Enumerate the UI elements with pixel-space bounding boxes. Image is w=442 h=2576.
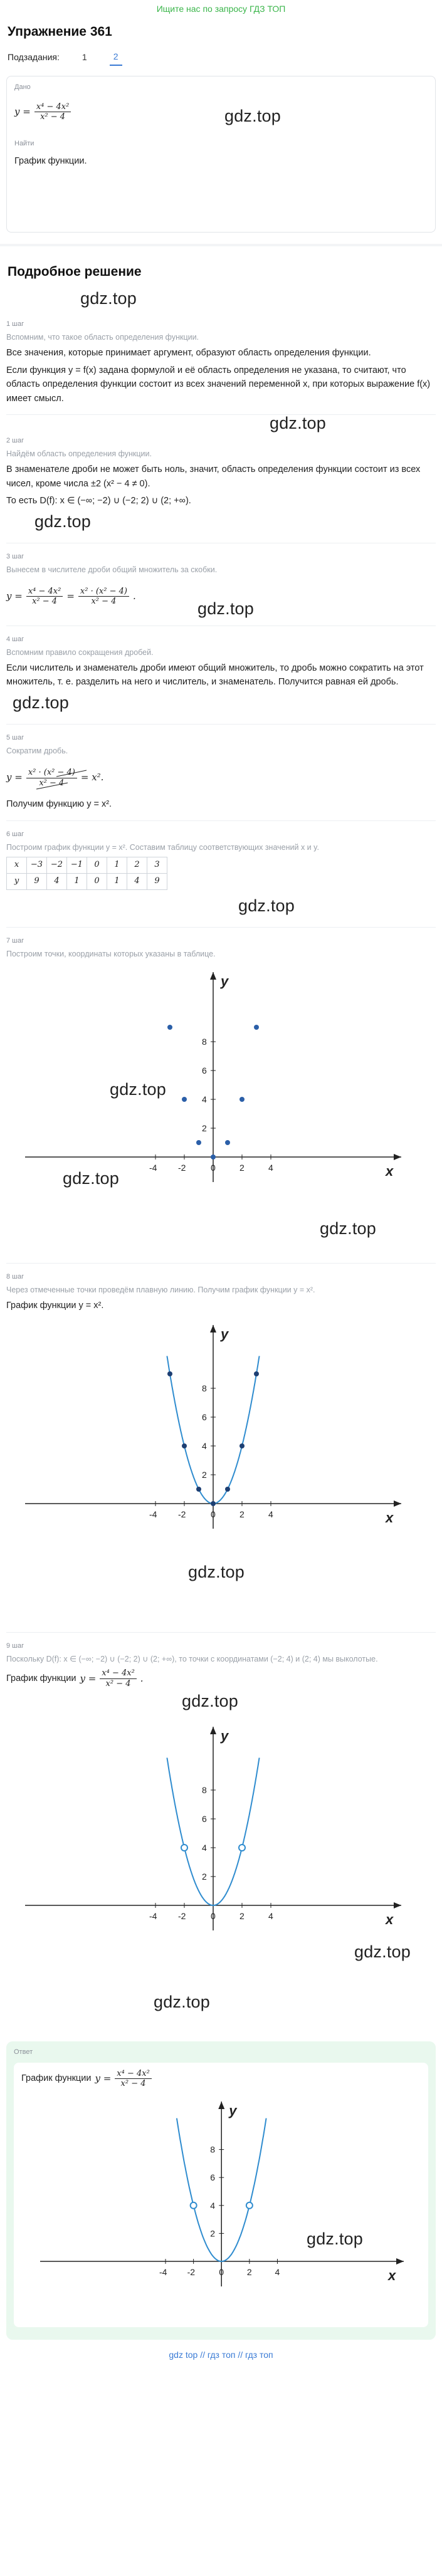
banner-text[interactable]: Ищите нас по запросу ГДЗ ТОП xyxy=(156,3,286,14)
x-axis-arrow xyxy=(394,1500,401,1507)
y-tick-label: 8 xyxy=(202,1383,207,1394)
excluded-point xyxy=(181,1845,187,1851)
x-axis-label: x xyxy=(386,1911,394,1927)
watermark: gdz.top xyxy=(320,1218,376,1238)
table-cell: −3 xyxy=(27,857,47,873)
y-tick-label: 8 xyxy=(210,2144,216,2155)
answer-box xyxy=(6,2041,436,2340)
graph-parabola-holes xyxy=(6,1714,420,1965)
x-tick-label: -4 xyxy=(149,1509,157,1520)
divider xyxy=(6,724,436,725)
strike-through-marks xyxy=(26,768,89,793)
answer-text: График функции xyxy=(21,2073,92,2084)
step-9-num: x⁴ − 4x² xyxy=(100,1668,137,1679)
answer-graph xyxy=(21,2089,423,2321)
step-3-num-2: x² · (x² − 4) xyxy=(78,587,129,597)
excluded-point xyxy=(239,1845,245,1851)
step-2-label: 2 шаг xyxy=(6,437,24,445)
step-9-formula xyxy=(80,1668,143,1689)
y-axis-arrow xyxy=(210,1325,216,1333)
data-point xyxy=(211,1154,216,1160)
find-label: Найти xyxy=(14,139,34,147)
data-point xyxy=(167,1371,172,1376)
step-8-text-1: График функции y = x². xyxy=(6,1300,104,1311)
step-9-text-1: График функции xyxy=(6,1673,76,1684)
x-axis-label: x xyxy=(386,1163,394,1179)
data-point xyxy=(196,1140,201,1145)
watermark: gdz.top xyxy=(188,1563,245,1582)
table-header-y: y xyxy=(7,873,27,889)
divider xyxy=(6,820,436,821)
y-tick-label: 6 xyxy=(202,1813,207,1824)
y-tick-label: 4 xyxy=(202,1441,207,1452)
step-3-lhs: y = xyxy=(6,590,23,602)
y-axis-arrow xyxy=(210,1727,216,1734)
table-cell: 3 xyxy=(147,857,167,873)
excluded-point xyxy=(246,2202,253,2209)
table-cell: −1 xyxy=(67,857,87,873)
subtasks-label: Подзадания: xyxy=(8,52,60,63)
graph-parabola xyxy=(6,1312,420,1563)
data-point xyxy=(225,1487,230,1492)
x-tick-label: -4 xyxy=(159,2266,167,2277)
watermark: gdz.top xyxy=(354,1942,411,1961)
given-den: x² − 4 xyxy=(40,112,66,122)
y-tick-label: 6 xyxy=(202,1065,207,1076)
step-7-label: 7 шаг xyxy=(6,936,24,945)
y-axis-arrow xyxy=(218,2102,224,2109)
data-point xyxy=(239,1443,245,1448)
step-1-text-1: Все значения, которые принимает аргумент, образуют область определения функции. xyxy=(6,348,371,359)
answer-den: x² − 4 xyxy=(120,2079,146,2089)
x-axis-label: x xyxy=(388,2267,396,2283)
x-tick-label: -2 xyxy=(178,1910,186,1921)
section-divider xyxy=(0,244,442,246)
step-2-hint: Найдём область определения функции. xyxy=(6,449,152,459)
step-8-hint: Через отмеченные точки проведём плавную линию. Получим график функции y = x². xyxy=(6,1285,315,1294)
step-3-fraction-2 xyxy=(78,587,129,607)
watermark: gdz.top xyxy=(238,896,295,915)
data-point xyxy=(239,1097,245,1102)
step-1-text-2: Если функция y = f(x) задана формулой и её область определения не указана, то считают, что область определения функции состоит из всех значений переменной x, при которых выражение f(x) имеет смысл. xyxy=(6,365,431,404)
given-label: Дано xyxy=(14,83,31,91)
step-4-label: 4 шаг xyxy=(6,635,24,643)
step-3-num-1: x⁴ − 4x² xyxy=(26,587,63,597)
footer-links[interactable] xyxy=(6,2340,436,2372)
step-5-fraction xyxy=(26,768,77,788)
find-text: График функции. xyxy=(14,155,87,166)
step-9-lhs: y = xyxy=(80,1672,97,1684)
given-box xyxy=(6,76,436,233)
x-tick-label: 0 xyxy=(211,1162,216,1173)
y-tick-label: 6 xyxy=(210,2172,216,2182)
table-cell: 0 xyxy=(87,857,107,873)
step-5-formula xyxy=(6,768,103,788)
step-5-rhs: = x². xyxy=(80,772,104,783)
step-5-hint: Сократим дробь. xyxy=(6,746,68,755)
given-formula xyxy=(14,102,71,122)
y-axis-label: y xyxy=(221,1326,229,1343)
x-tick-label: 0 xyxy=(219,2266,224,2277)
answer-num: x⁴ − 4x² xyxy=(115,2069,152,2080)
x-tick-label: 4 xyxy=(275,2266,280,2277)
step-9-den: x² − 4 xyxy=(105,1679,131,1689)
step-3-hint: Вынесем в числителе дроби общий множитель за скобки. xyxy=(6,565,218,574)
x-tick-label: 4 xyxy=(268,1910,273,1921)
divider xyxy=(6,927,436,928)
watermark: gdz.top xyxy=(110,1079,166,1099)
given-lhs: y = xyxy=(14,105,31,117)
table-row xyxy=(7,873,167,889)
table-cell: 1 xyxy=(107,857,127,873)
subtask-tab-2[interactable]: 2 xyxy=(110,49,122,65)
page-title: Упражнение 361 xyxy=(8,24,112,39)
x-tick-label: -4 xyxy=(149,1910,157,1921)
watermark: gdz.top xyxy=(270,414,326,433)
step-3-fraction-1 xyxy=(26,587,63,607)
x-tick-label: 0 xyxy=(211,1509,216,1520)
watermark: gdz.top xyxy=(182,1691,238,1710)
answer-label: Ответ xyxy=(14,2048,33,2056)
watermark: gdz.top xyxy=(63,1168,119,1188)
step-8-label: 8 шаг xyxy=(6,1272,24,1280)
x-axis-arrow xyxy=(396,2258,404,2264)
x-tick-label: 2 xyxy=(239,1509,245,1520)
answer-lhs: y = xyxy=(95,2072,112,2084)
step-9-hint: Поскольку D(f): x ∈ (−∞; −2) ∪ (−2; 2) ∪ (2; +∞), то точки с координатами (−2; 4) и (2; 4) мы выколотые. xyxy=(6,1655,378,1664)
y-tick-label: 2 xyxy=(202,1470,207,1480)
step-5-lhs: y = xyxy=(6,772,23,783)
table-cell: 9 xyxy=(147,873,167,889)
x-axis-arrow xyxy=(394,1154,401,1160)
x-tick-label: 4 xyxy=(268,1509,273,1520)
step-9-end: . xyxy=(140,1672,144,1684)
answer-formula xyxy=(95,2069,151,2089)
step-2-text-2: То есть D(f): x ∈ (−∞; −2) ∪ (−2; 2) ∪ (2; +∞). xyxy=(6,496,191,506)
step-5-num: x² · (x² − 4) xyxy=(26,768,77,778)
solution-title: Подробное решение xyxy=(8,264,142,279)
step-6-hint: Построим график функции y = x². Составим таблицу соответствующих значений x и y. xyxy=(6,842,319,852)
data-point xyxy=(182,1443,187,1448)
step-1-hint: Вспомним, что такое область определения функции. xyxy=(6,333,199,342)
y-axis-label: y xyxy=(221,1727,229,1744)
watermark: gdz.top xyxy=(197,599,254,618)
y-tick-label: 6 xyxy=(202,1412,207,1423)
x-axis-label: x xyxy=(386,1510,394,1526)
watermark: gdz.top xyxy=(80,289,137,308)
data-point xyxy=(167,1025,172,1030)
watermark: gdz.top xyxy=(224,106,281,125)
divider xyxy=(6,1263,436,1264)
table-cell: 9 xyxy=(27,873,47,889)
y-tick-label: 4 xyxy=(202,1094,207,1104)
table-cell: 0 xyxy=(87,873,107,889)
data-point xyxy=(182,1097,187,1102)
top-banner[interactable] xyxy=(0,0,442,18)
step-3-den-2: x² − 4 xyxy=(91,597,117,607)
y-axis-label: y xyxy=(229,2102,237,2118)
step-3-formula xyxy=(6,587,136,607)
data-point xyxy=(254,1371,259,1376)
watermark: gdz.top xyxy=(34,511,91,531)
step-9-fraction xyxy=(100,1668,137,1689)
data-point xyxy=(254,1025,259,1030)
excluded-point xyxy=(191,2202,197,2209)
y-tick-label: 4 xyxy=(202,1842,207,1853)
watermark: gdz.top xyxy=(307,2229,363,2248)
y-tick-label: 2 xyxy=(202,1123,207,1133)
step-5-label: 5 шаг xyxy=(6,734,24,742)
step-6-label: 6 шаг xyxy=(6,830,24,838)
x-tick-label: -4 xyxy=(149,1162,157,1173)
table-cell: 1 xyxy=(67,873,87,889)
watermark: gdz.top xyxy=(13,693,69,712)
given-fraction xyxy=(34,102,71,122)
step-3-eq: = xyxy=(66,590,75,602)
answer-content xyxy=(14,2063,428,2327)
step-1-label: 1 шаг xyxy=(6,320,24,328)
divider xyxy=(6,1632,436,1633)
step-7-hint: Построим точки, координаты которых указаны в таблице. xyxy=(6,949,216,958)
x-tick-label: 2 xyxy=(239,1910,245,1921)
table-cell: 1 xyxy=(107,873,127,889)
data-point xyxy=(211,1501,216,1506)
step-9-label: 9 шаг xyxy=(6,1642,24,1650)
x-tick-label: 0 xyxy=(211,1910,216,1921)
step-4-text-1: Если числитель и знаменатель дроби имеют общий множитель, то дробь можно сократить на этот множитель, т. е. разделить на него и числитель, и знаменатель. Получится равная ей дробь. xyxy=(6,662,424,688)
x-tick-label: -2 xyxy=(178,1509,186,1520)
data-point xyxy=(196,1487,201,1492)
subtask-tab-1[interactable]: 1 xyxy=(82,52,87,63)
step-5-den: x² − 4 xyxy=(39,778,65,788)
x-tick-label: 2 xyxy=(246,2266,252,2277)
step-3-end: . xyxy=(132,590,136,602)
x-axis-arrow xyxy=(394,1902,401,1908)
given-num: x⁴ − 4x² xyxy=(34,102,71,113)
y-axis-arrow xyxy=(210,972,216,980)
table-cell: 4 xyxy=(47,873,67,889)
step-5-text-1: Получим функцию y = x². xyxy=(6,799,112,810)
x-tick-label: -2 xyxy=(178,1162,186,1173)
step-3-label: 3 шаг xyxy=(6,552,24,560)
values-table xyxy=(6,857,167,890)
y-tick-label: 8 xyxy=(202,1036,207,1047)
table-cell: −2 xyxy=(47,857,67,873)
divider xyxy=(6,414,436,415)
table-cell: 2 xyxy=(127,857,147,873)
step-2-text-1: В знаменателе дроби не может быть ноль, значит, область определения функции состоит из всех чисел, кроме числа ±2 (x² − 4 ≠ 0). xyxy=(6,464,421,489)
x-tick-label: 2 xyxy=(239,1162,245,1173)
x-tick-label: 4 xyxy=(268,1162,273,1173)
x-tick-label: -2 xyxy=(187,2266,196,2277)
y-tick-label: 8 xyxy=(202,1784,207,1795)
table-header-x: x xyxy=(7,857,27,873)
watermark: gdz.top xyxy=(154,1992,210,2011)
y-axis-label: y xyxy=(221,973,229,989)
y-tick-label: 2 xyxy=(210,2228,216,2239)
table-cell: 4 xyxy=(127,873,147,889)
data-point xyxy=(225,1140,230,1145)
answer-fraction xyxy=(115,2069,152,2089)
step-4-hint: Вспомним правило сокращения дробей. xyxy=(6,647,154,657)
subtasks-bar xyxy=(8,49,436,65)
table-row xyxy=(7,857,167,873)
footer-text[interactable]: gdz top // гдз топ // гдз топ xyxy=(169,2349,273,2360)
y-tick-label: 2 xyxy=(202,1871,207,1882)
step-3-den-1: x² − 4 xyxy=(32,597,58,607)
y-tick-label: 4 xyxy=(210,2200,216,2211)
